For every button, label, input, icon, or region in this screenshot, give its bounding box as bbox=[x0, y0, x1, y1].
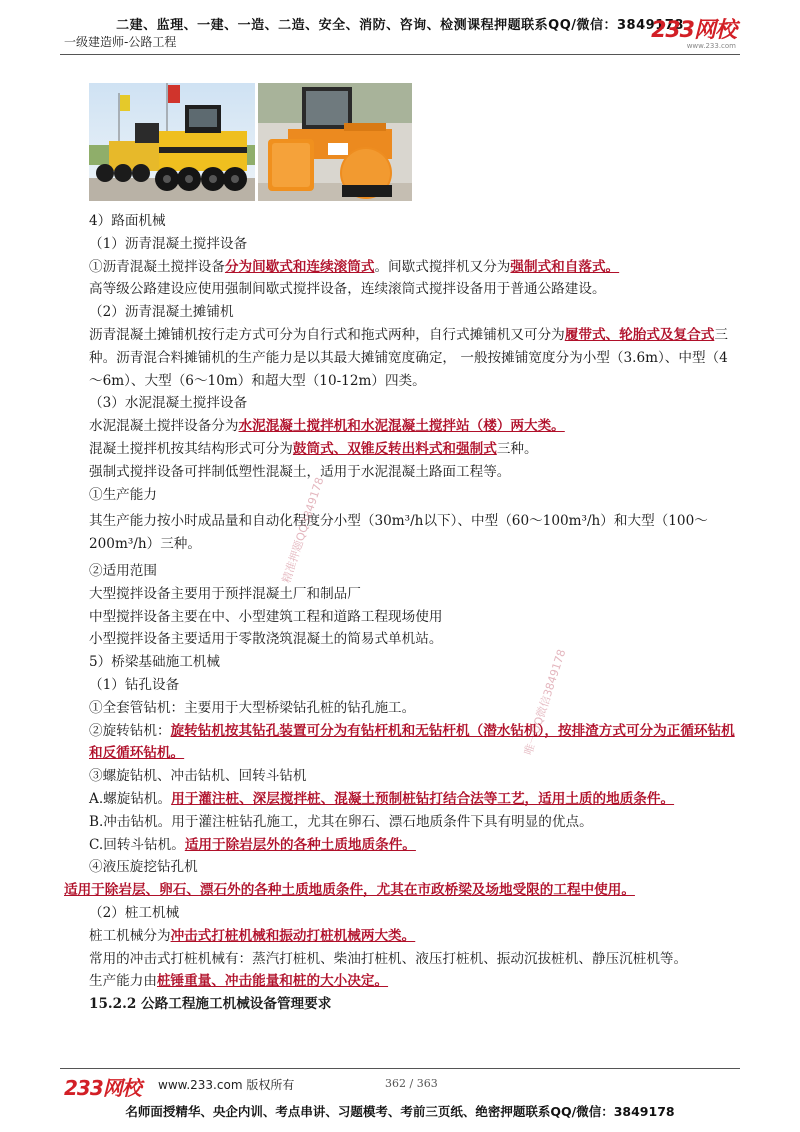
highlight-span: 强制式和自落式。 bbox=[510, 258, 620, 275]
highlight-span: 用于灌注桩、深层搅拌桩、混凝土预制桩钻打结合法等工艺，适用土质的地质条件。 bbox=[171, 790, 675, 807]
text-span: 三种。 bbox=[496, 440, 538, 457]
highlight-span: 水泥混凝土搅拌机和水泥混凝土搅拌站（楼）两大类。 bbox=[238, 418, 565, 435]
paragraph-asphalt-paver bbox=[64, 324, 736, 392]
pneumatic-tire-roller-photo bbox=[89, 83, 255, 201]
header-contact-line: 二建、监理、一建、一造、二造、安全、消防、咨询、检测课程押题联系QQ/微信：3849178 bbox=[116, 18, 684, 33]
section-heading-bridge: 5）桥梁基础施工机械 bbox=[89, 654, 220, 671]
single-drum-roller-photo bbox=[258, 83, 412, 201]
paragraph-rotary-drill bbox=[64, 720, 736, 766]
header-logo-url: www.233.com bbox=[686, 42, 736, 50]
paragraph-large-mixer: 大型搅拌设备主要用于预拌混凝土厂和制品厂 bbox=[89, 585, 361, 602]
header-logo-text: 233网校 bbox=[651, 18, 736, 43]
text-span: 水泥混凝土搅拌设备分为 bbox=[89, 418, 239, 435]
subheading-asphalt-paver: （2）沥青混凝土摊铺机 bbox=[89, 304, 234, 321]
subheading-hydraulic-drill: ④液压旋挖钻孔机 bbox=[89, 859, 198, 876]
section-heading-paving: 4）路面机械 bbox=[89, 213, 166, 229]
text-span: 沥青混凝土摊铺机按行走方式可分为自行式和拖式两种，自行式摊铺机又可分为 bbox=[89, 326, 565, 343]
header-divider bbox=[60, 54, 740, 55]
paragraph-cement-mixer-types bbox=[64, 415, 736, 438]
paragraph-capacity: 其生产能力按小时成品量和自动化程度分小型（30m³/h以下）、中型（60～100m³/h）和大型（100～200m³/h）三种。 bbox=[89, 513, 708, 553]
subheading-scope: ②适用范围 bbox=[89, 562, 157, 579]
paragraph-pile-types bbox=[64, 925, 736, 948]
paragraph-mixer-structure bbox=[64, 438, 736, 461]
subheading-drilling: （1）钻孔设备 bbox=[89, 676, 180, 693]
document-body bbox=[64, 210, 736, 1016]
footer-logo: 233网校 bbox=[64, 1076, 141, 1100]
header-logo bbox=[651, 20, 736, 50]
text-span: C.回转斗钻机。 bbox=[89, 836, 185, 853]
footer-divider bbox=[60, 1068, 740, 1069]
paragraph-small-mixer: 小型搅拌设备主要适用于零散浇筑混凝土的简易式单机站。 bbox=[89, 631, 443, 648]
highlight-span: 适用于除岩层、卵石、漂石外的各种土质地质条件，尤其在市政桥梁及场地受限的工程中使用。 bbox=[64, 882, 635, 899]
footer-copyright: www.233.com 版权所有 bbox=[158, 1078, 295, 1092]
paragraph-percussion-drill: B.冲击钻机。用于灌注桩钻孔施工，尤其在卵石、漂石地质条件下具有明显的优点。 bbox=[89, 813, 593, 830]
watermark-2: 唯一QQ微信3849178 bbox=[521, 647, 569, 757]
paragraph-pile-capacity bbox=[64, 970, 736, 993]
section-heading-management: 15.2.2 公路工程施工机械设备管理要求 bbox=[89, 996, 332, 1013]
text-span: 混凝土搅拌机按其结构形式可分为 bbox=[89, 440, 293, 457]
header-subtitle: 一级建造师-公路工程 bbox=[64, 35, 177, 49]
paragraph-auger-drill bbox=[64, 788, 736, 811]
highlight-span: 适用于除岩层外的各种土质地质条件。 bbox=[184, 836, 416, 853]
paragraph-asphalt-mixer bbox=[64, 256, 736, 279]
subheading-asphalt-mixer: （1）沥青混凝土搅拌设备 bbox=[89, 235, 248, 252]
text-span: 三种。沥青混合料摊铺机的生产能力是以其最大摊铺宽度确定， 一般按摊铺宽度分为小型（3.6m）、中型（4～6m）、大型（6～10m）和超大型（10-12m）四类。 bbox=[89, 326, 728, 389]
text-span: 。间歇式搅拌机又分为 bbox=[374, 258, 511, 275]
highlight-span: 鼓筒式、双锥反转出料式和强制式 bbox=[292, 440, 497, 457]
text-span: ②旋转钻机： bbox=[89, 722, 171, 739]
text-span: 桩工机械分为 bbox=[89, 927, 171, 944]
paragraph-pile-list: 常用的冲击式打桩机械有：蒸汽打桩机、柴油打桩机、液压打桩机、振动沉拔桩机、静压沉桩机等。 bbox=[89, 950, 688, 967]
text-span: 生产能力由 bbox=[89, 973, 157, 990]
paragraph-hydraulic-drill bbox=[64, 879, 736, 902]
footer-contact-line: 名师面授精华、央企内训、考点串讲、习题模考、考前三页纸、绝密押题联系QQ/微信：3849178 bbox=[125, 1104, 675, 1119]
highlight-span: 履带式、轮胎式及复合式 bbox=[564, 326, 715, 343]
highlight-span: 分为间歇式和连续滚筒式 bbox=[224, 258, 375, 275]
paragraph-bucket-drill bbox=[64, 834, 736, 857]
subheading-capacity: ①生产能力 bbox=[89, 486, 157, 503]
paragraph-medium-mixer: 中型搅拌设备主要在中、小型建筑工程和道路工程现场使用 bbox=[89, 608, 443, 625]
highlight-span: 冲击式打桩机械和振动打桩机械两大类。 bbox=[170, 927, 416, 944]
highlight-span: 桩锤重量、冲击能量和桩的大小决定。 bbox=[156, 973, 389, 990]
page-number: 362 / 363 bbox=[385, 1077, 438, 1090]
subheading-cement-mixer: （3）水泥混凝土搅拌设备 bbox=[89, 395, 248, 412]
paragraph-full-casing-drill: ①全套管钻机：主要用于大型桥梁钻孔桩的钻孔施工。 bbox=[89, 699, 416, 716]
watermark-1: 精准押题QQ3849178 bbox=[279, 475, 327, 585]
subheading-drill-types: ③螺旋钻机、冲击钻机、回转斗钻机 bbox=[89, 768, 307, 785]
paragraph-forced-mixer: 强制式搅拌设备可拌制低塑性混凝土，适用于水泥混凝土路面工程等。 bbox=[89, 463, 511, 480]
paragraph-highway-mixer: 高等级公路建设应使用强制间歇式搅拌设备，连续滚筒式搅拌设备用于普通公路建设。 bbox=[89, 281, 606, 298]
text-span: A.螺旋钻机。 bbox=[89, 790, 172, 807]
highlight-span: 旋转钻机按其钻孔装置可分为有钻杆机和无钻杆机（潜水钻机），按排渣方式可分为正循环钻机和反循环钻机。 bbox=[89, 722, 735, 762]
subheading-pile-machinery: （2）桩工机械 bbox=[89, 904, 180, 921]
text-span: ①沥青混凝土搅拌设备 bbox=[89, 258, 225, 275]
